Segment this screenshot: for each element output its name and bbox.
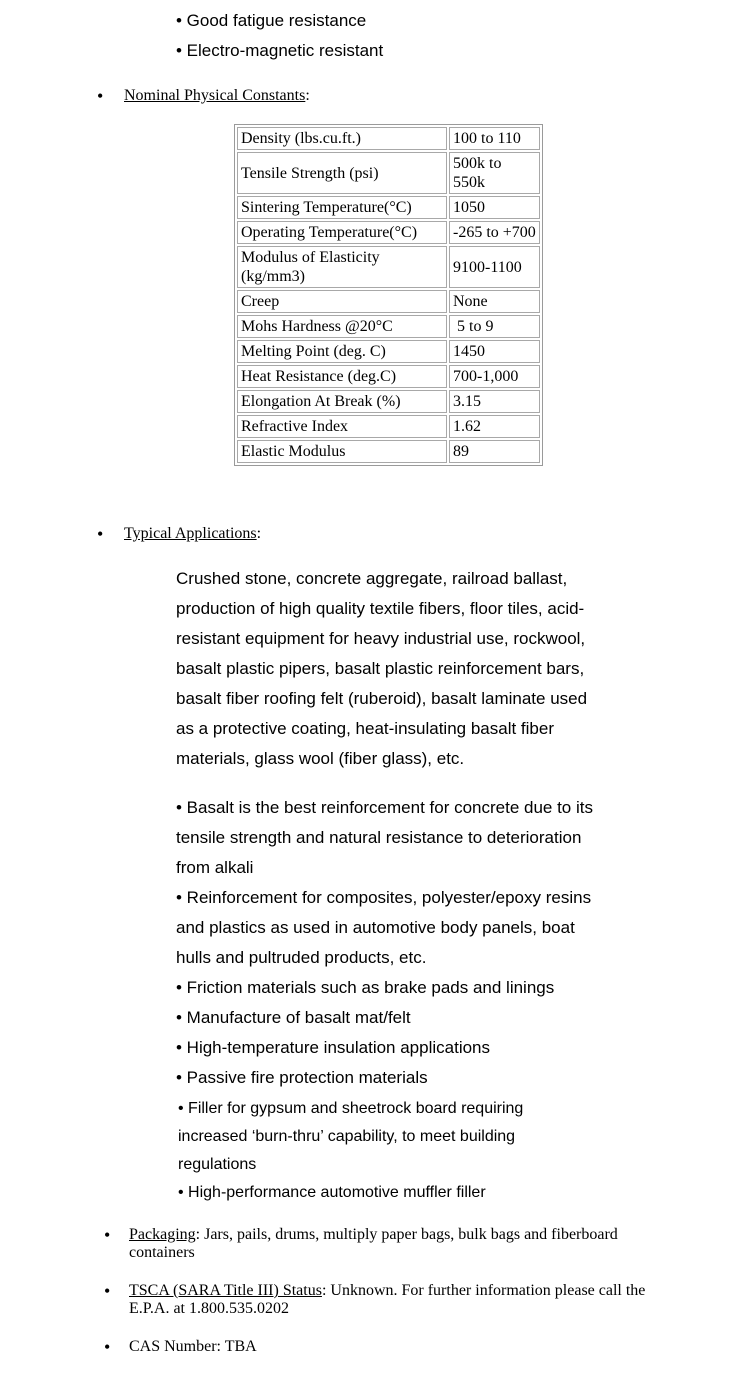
- tsca-label: TSCA (SARA Title III) Status: [129, 1282, 322, 1299]
- list-bullet: •: [104, 1281, 111, 1301]
- table-row: [237, 152, 540, 194]
- value-cell: 100 to 110: [449, 127, 540, 150]
- property-cell: Elastic Modulus: [237, 440, 447, 463]
- list-bullet: •: [97, 86, 104, 106]
- application-item-small: • Filler for gypsum and sheetrock board requiring increased ‘burn-thru’ capability, to meet building regulations: [178, 1100, 524, 1173]
- property-cell: Tensile Strength (psi): [237, 152, 447, 194]
- property-cell: Heat Resistance (deg.C): [237, 365, 447, 388]
- value-cell: 3.15: [449, 390, 540, 413]
- table-row: [237, 340, 540, 363]
- list-bullet: •: [104, 1225, 111, 1245]
- value-cell: None: [449, 290, 540, 313]
- packaging-item: [129, 1226, 669, 1262]
- property-cell: Operating Temperature(°C): [237, 221, 447, 244]
- physical-constants-table: [234, 124, 543, 466]
- top-bullet-2: • Electro-magnetic resistant: [176, 41, 384, 60]
- table-row: [237, 390, 540, 413]
- property-cell: Creep: [237, 290, 447, 313]
- application-item: • High-temperature insulation applications: [176, 1038, 491, 1057]
- applications-heading: Typical Applications:: [124, 525, 262, 542]
- cas-text: CAS Number: TBA: [129, 1338, 257, 1355]
- application-item: • Friction materials such as brake pads and linings: [176, 978, 555, 997]
- table-row: [237, 221, 540, 244]
- tsca-item: [129, 1282, 669, 1318]
- packaging-text: : Jars, pails, drums, multiply paper bags, bulk bags and fiberboard containers: [129, 1226, 618, 1261]
- cas-item: [129, 1338, 669, 1356]
- table-row: [237, 290, 540, 313]
- property-cell: Melting Point (deg. C): [237, 340, 447, 363]
- table-row: [237, 315, 540, 338]
- physical-constants-heading: Nominal Physical Constants:: [124, 87, 310, 104]
- list-bullet: •: [97, 524, 104, 544]
- property-cell: Refractive Index: [237, 415, 447, 438]
- value-cell: 1050: [449, 196, 540, 219]
- value-cell: 1450: [449, 340, 540, 363]
- value-cell: 89: [449, 440, 540, 463]
- physical-constants-title: Nominal Physical Constants: [124, 87, 306, 104]
- application-item: • Reinforcement for composites, polyester/epoxy resins and plastics as used in automotive body panels, boat hulls and pultruded products, etc.: [176, 888, 592, 967]
- table-row: [237, 196, 540, 219]
- property-cell: Modulus of Elasticity (kg/mm3): [237, 246, 447, 288]
- application-item: • Passive fire protection materials: [176, 1068, 428, 1087]
- application-item-small: • High-performance automotive muffler filler: [178, 1184, 486, 1201]
- table-row: [237, 365, 540, 388]
- value-cell: -265 to +700: [449, 221, 540, 244]
- value-cell: 500k to 550k: [449, 152, 540, 194]
- property-cell: Elongation At Break (%): [237, 390, 447, 413]
- tsca-text: : Unknown. For further information please call the E.P.A. at 1.800.535.0202: [129, 1282, 646, 1317]
- application-item: • Manufacture of basalt mat/felt: [176, 1008, 411, 1027]
- application-item: • Basalt is the best reinforcement for concrete due to its tensile strength and natural resistance to deterioration from alkali: [176, 798, 593, 877]
- packaging-label: Packaging: [129, 1226, 196, 1243]
- value-cell: 5 to 9: [449, 315, 540, 338]
- table-row: [237, 440, 540, 463]
- table-row: [237, 415, 540, 438]
- value-cell: 700-1,000: [449, 365, 540, 388]
- top-bullet-1: • Good fatigue resistance: [176, 11, 367, 30]
- list-bullet: •: [104, 1337, 111, 1357]
- property-cell: Density (lbs.cu.ft.): [237, 127, 447, 150]
- property-cell: Sintering Temperature(°C): [237, 196, 447, 219]
- table-row: [237, 246, 540, 288]
- table-row: [237, 127, 540, 150]
- property-cell: Mohs Hardness @20°C: [237, 315, 447, 338]
- value-cell: 1.62: [449, 415, 540, 438]
- applications-paragraph: Crushed stone, concrete aggregate, railroad ballast, production of high quality textile fibers, floor tiles, acid-resistant equipment for heavy industrial use, rockwool, basalt plastic pipers, basalt plastic reinforcement bars, basalt fiber roofing felt (ruberoid), basalt laminate used as a protective coating, heat-insulating basalt fiber materials, glass wool (fiber glass), etc.: [176, 569, 588, 768]
- applications-title: Typical Applications: [124, 525, 257, 542]
- value-cell: 9100-1100: [449, 246, 540, 288]
